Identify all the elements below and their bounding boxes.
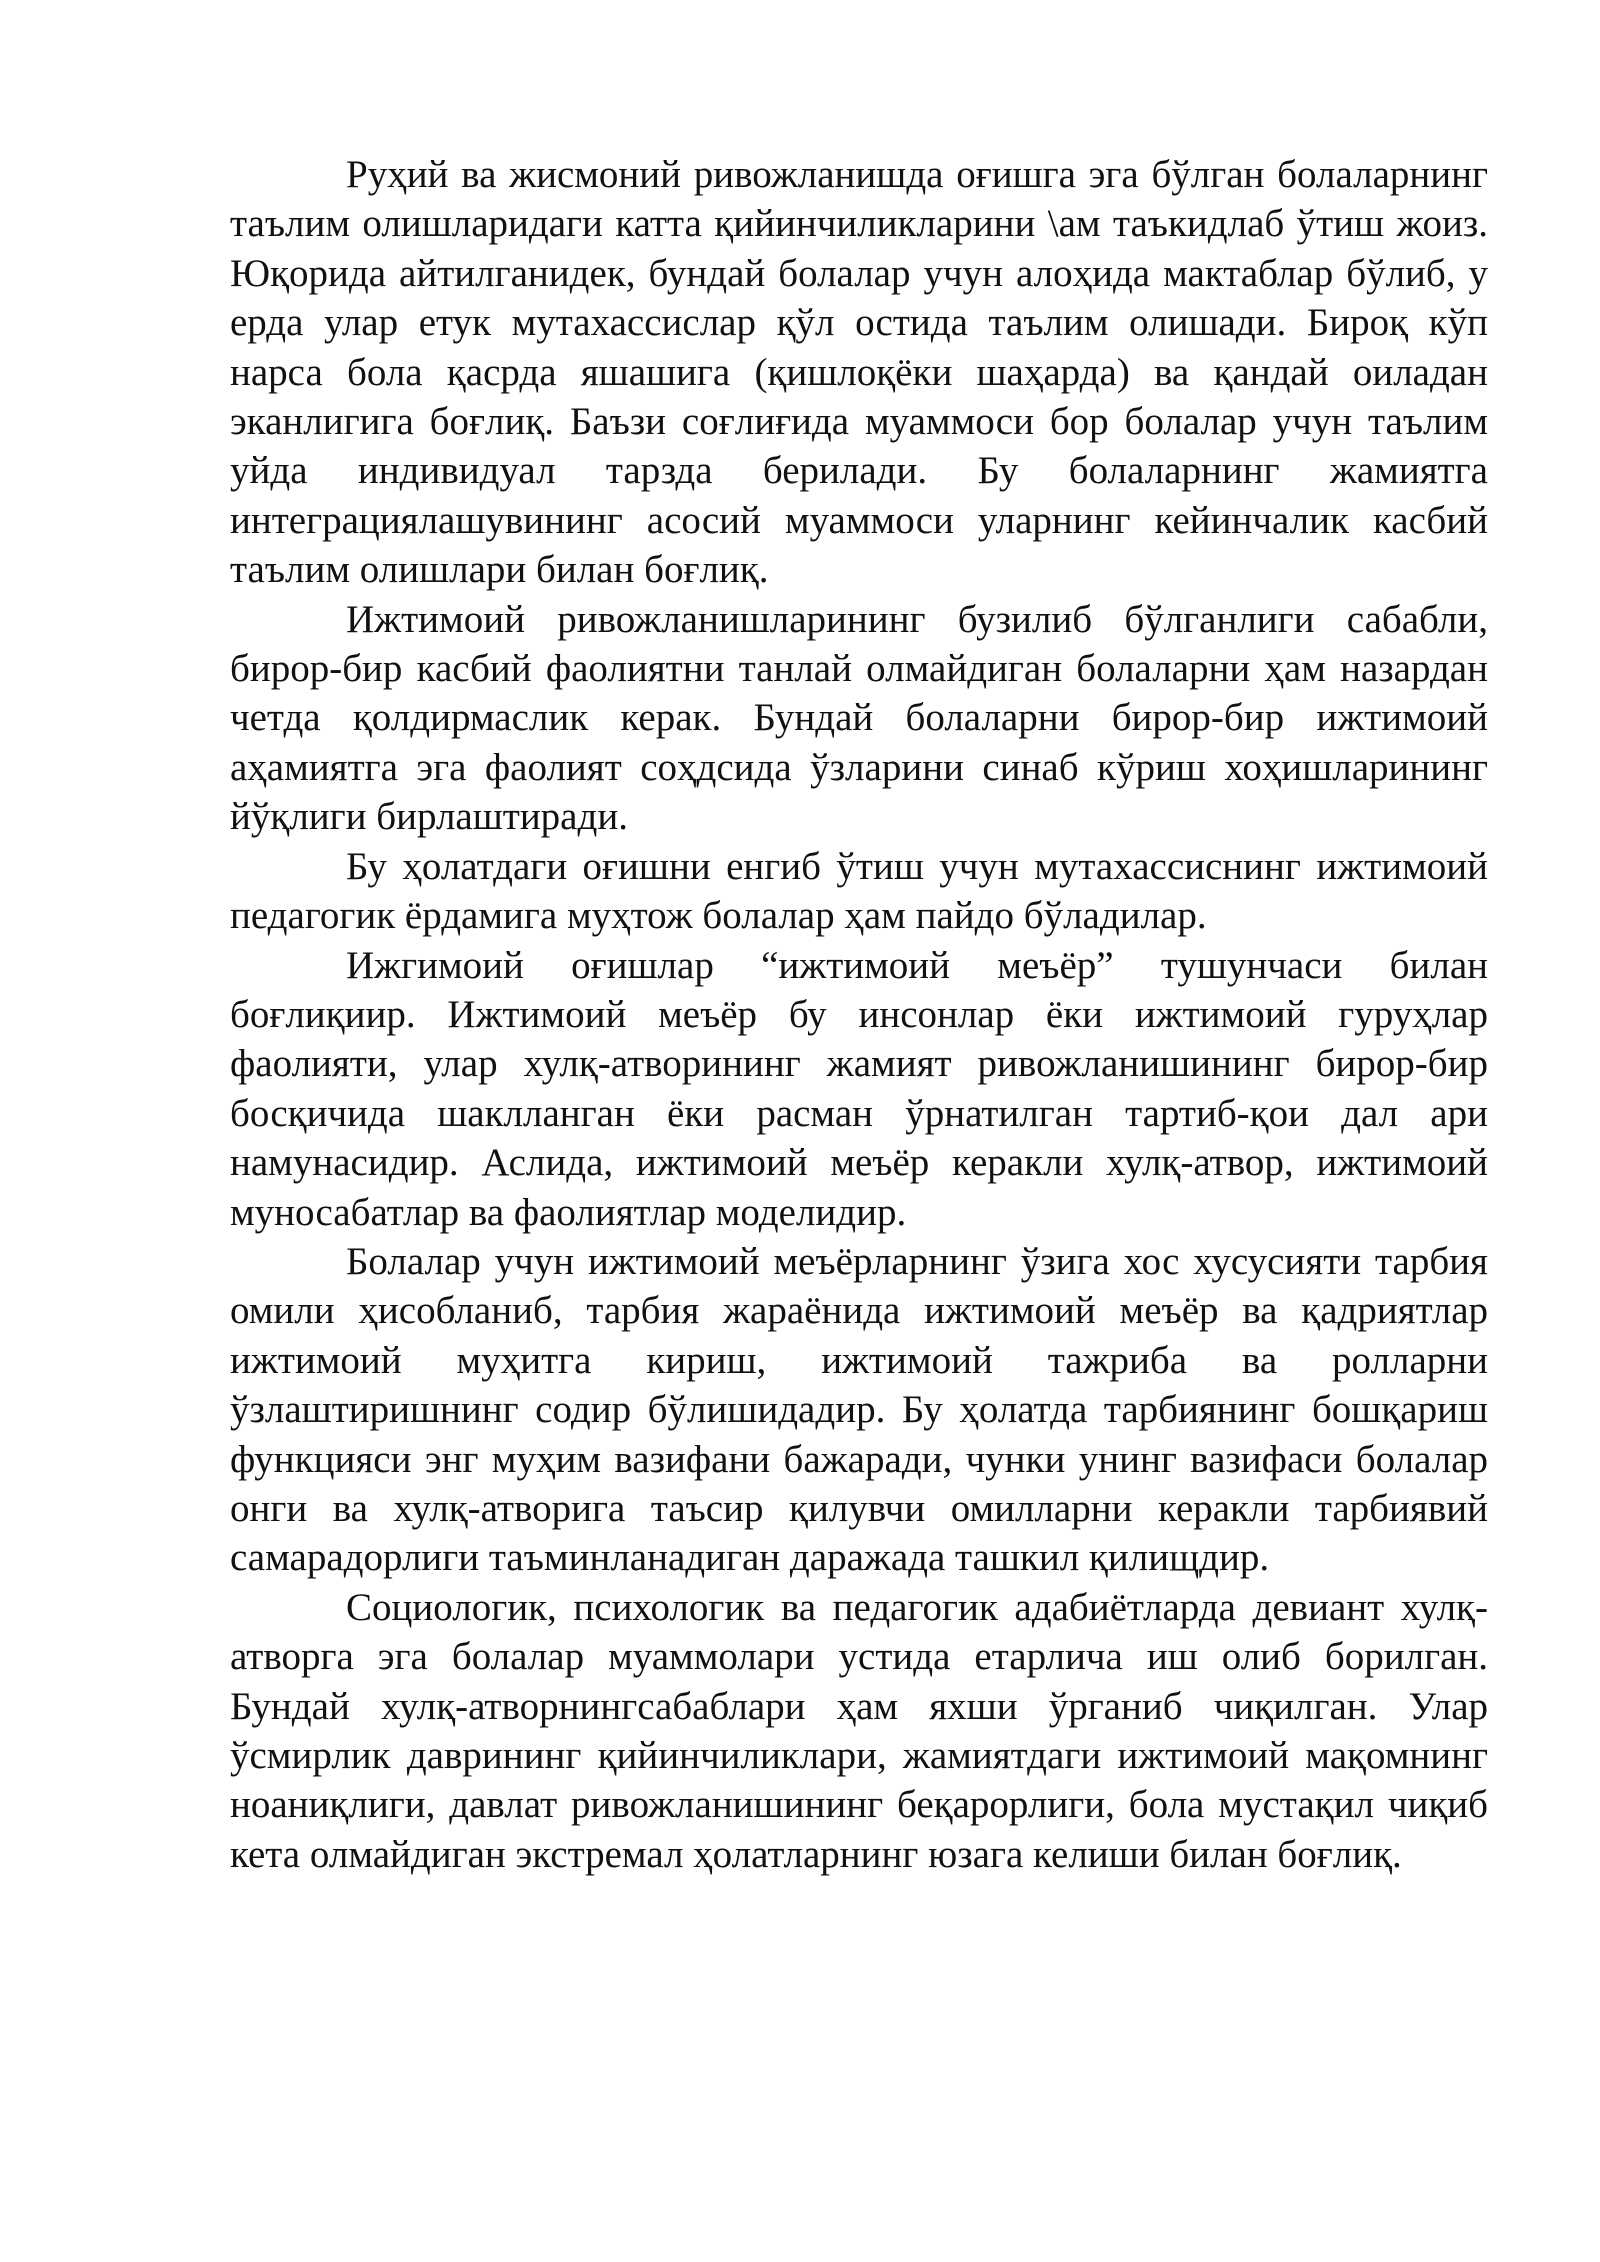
paragraph: Руҳий ва жисмоний ривожланишда оғишга эга бўлган болаларнинг таълим олишларидаги катта қийинчиликларини \ам таъкидлаб ўтиш жоиз. Юқорида айтилганидек, бундай болалар учун алоҳида мактаблар бўлиб, у ерда улар етук мутахассислар қўл остида таълим олишади. Бироқ кўп нарса бола қасрда яшашига (қишлоқёки шаҳарда) ва қандай оиладан эканлигига боғлиқ. Баъзи соғлиғида муаммоси бор болалар учун таълим уйда индивидуал тарзда берилади. Бу болаларнинг жамиятга интеграциялашувининг асосий муаммоси уларнинг кейинчалик касбий таълим олишлари билан боғлиқ. xyxy=(230,153,1488,592)
paragraph: Болалар учун ижтимоий меъёрларнинг ўзига хос хусусияти тарбия омили ҳисобланиб, тарбия жараёнида ижтимоий меъёр ва қадриятлар ижтимоий муҳитга кириш, ижтимоий тажриба ва ролларни ўзлаштиришнинг содир бўлишидадир. Бу ҳолатда тарбиянинг бошқариш функцияси энг муҳим вазифани бажаради, чунки унинг вазифаси болалар онги ва хулқ-атворига таъсир қилувчи омилларни керакли тарбиявий самарадорлиги таъминланадиган даражада ташкил қилищдир. xyxy=(230,1239,1488,1580)
paragraph: Ижтимоий ривожланишларининг бузилиб бўлганлиги сабабли, бирор-бир касбий фаолиятни танлай олмайдиган болаларни ҳам назардан четда қолдирмаслик керак. Бундай болаларни бирор-бир ижтимоий аҳамиятга эга фаолият соҳдсида ўзларини синаб кўриш хоҳишларининг йўқлиги бирлаштиради. xyxy=(230,597,1488,839)
document-page xyxy=(230,150,1488,1879)
paragraph: Бу ҳолатдаги оғишни енгиб ўтиш учун мутахассиснинг ижтимоий педагогик ёрдамига муҳтож болалар ҳам пайдо бўладилар. xyxy=(230,844,1488,938)
paragraph: Социологик, психологик ва педагогик адабиётларда девиант хулқ-атворга эга болалар муаммолари устида етарлича иш олиб борилган. Бундай хулқ-атворнингсабаблари ҳам яхши ўрганиб чиқилган. Улар ўсмирлик даврининг қийинчиликлари, жамиятдаги ижтимоий мақомнинг ноаниқлиги, давлат ривожланишининг беқарорлиги, бола мустақил чиқиб кета олмайдиган экстремал ҳолатларнинг юзага келиши билан боғлиқ. xyxy=(230,1585,1488,1876)
paragraph: Ижгимоий оғишлар “ижтимоий меъёр” тушунчаси билан боғлиқиир. Ижтимоий меъёр бу инсонлар ёки ижтимоий гуруҳлар фаолияти, улар хулқ-атворининг жамият ривожланишининг бирор-бир босқичида шаклланган ёки расман ўрнатилган тартиб-қои дал ари намунасидир. Аслида, ижтимоий меъёр керакли хулқ-атвор, ижтимоий муносабатлар ва фаолиятлар моделидир. xyxy=(230,943,1488,1234)
